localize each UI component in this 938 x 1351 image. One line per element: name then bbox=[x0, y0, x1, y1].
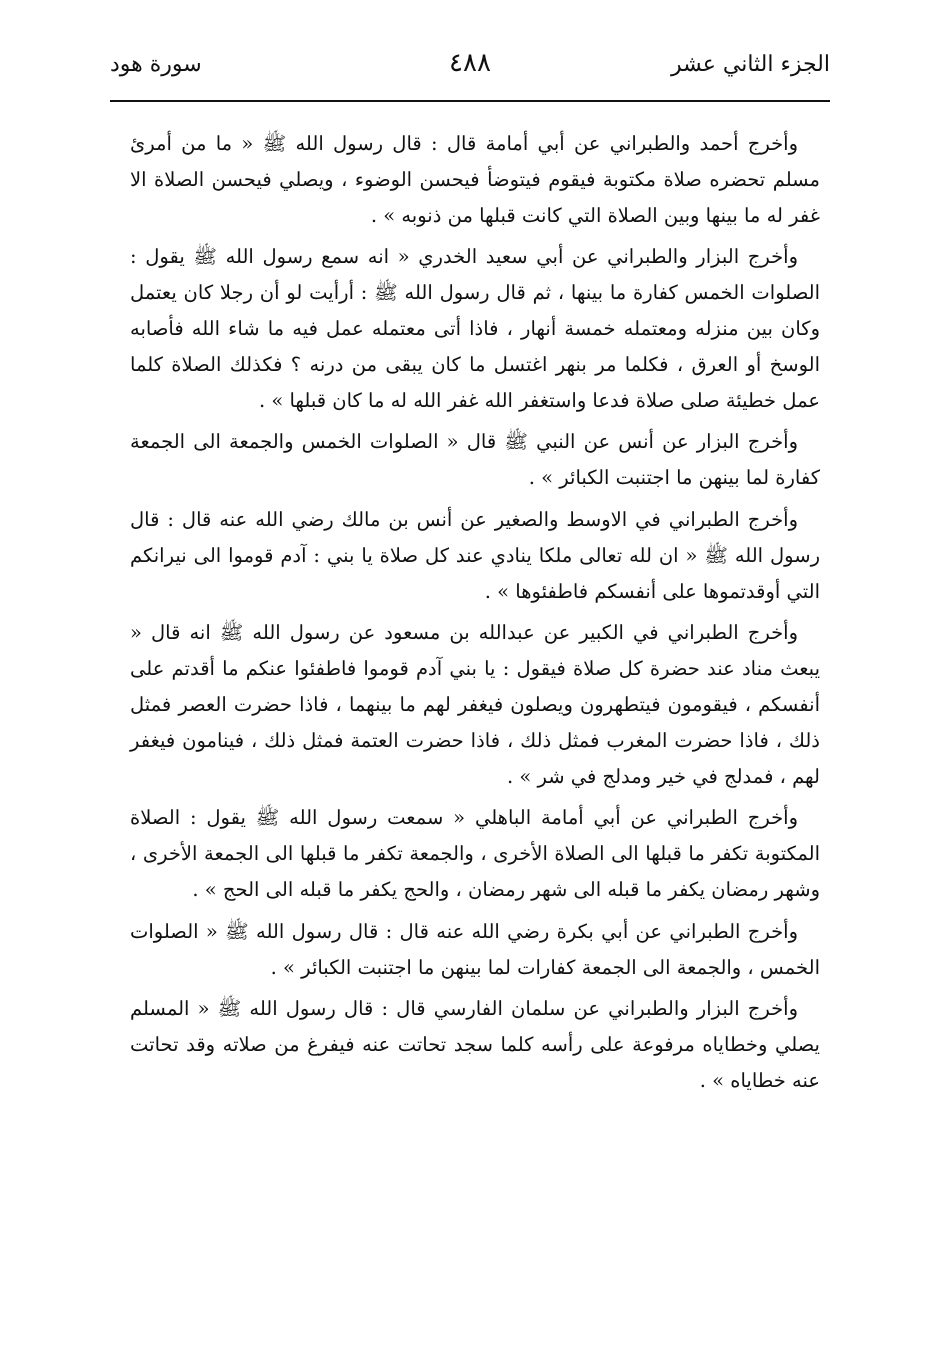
paragraph-2: وأخرج البزار والطبراني عن أبي سعيد الخدري « انه سمع رسول الله ﷺ يقول : الصلوات الخمس كفارة ما بينها ، ثم قال رسول الله ﷺ : أرأيت لو أن رجلا كان يعتمل وكان بين منزله ومعتمله خمسة أنهار ، فاذا أتى معتمله عمل فيه ما شاء الله فأصابه الوسخ أو العرق ، فكلما مر بنهر اغتسل ما كان يبقى من درنه ؟ فكذلك الصلاة كلما عمل خطيئة صلى صلاة فدعا واستغفر الله غفر الله له ما كان قبلها » . bbox=[130, 245, 820, 412]
paragraph-7: وأخرج الطبراني عن أبي بكرة رضي الله عنه قال : قال رسول الله ﷺ « الصلوات الخمس ، والجمعة الى الجمعة كفارات لما بينهن ما اجتنبت الكبائر » . bbox=[130, 919, 820, 979]
header-juz: الجزء الثاني عشر bbox=[671, 52, 830, 77]
paragraph-1: وأخرج أحمد والطبراني عن أبي أمامة قال : قال رسول الله ﷺ « ما من أمرئ مسلم تحضره صلاة مكتوبة فيقوم فيتوضأ فيحسن الوضوء ، ويصلي فيحسن الصلاة الا غفر له ما بينها وبين الصلاة التي كانت قبلها من ذنوبه » . bbox=[130, 132, 820, 227]
paragraph-6: وأخرج الطبراني عن أبي أمامة الباهلي « سمعت رسول الله ﷺ يقول : الصلاة المكتوبة تكفر ما قبلها الى الصلاة الأخرى ، والجمعة تكفر ما قبلها الى الجمعة الأخرى ، وشهر رمضان يكفر ما قبله الى شهر رمضان ، والحج يكفر ما قبله الى الحج » . bbox=[130, 806, 820, 901]
paragraph-4: وأخرج الطبراني في الاوسط والصغير عن أنس بن مالك رضي الله عنه قال : قال رسول الله ﷺ « ان لله تعالى ملكا ينادي عند كل صلاة يا بني : آدم قوموا الى نيرانكم التي أوقدتموها على أنفسكم فاطفئوها » . bbox=[130, 507, 820, 603]
page-number: ٤٨٨ bbox=[449, 48, 491, 78]
header-surah: سورة هود bbox=[110, 52, 202, 77]
paragraph-8: وأخرج البزار والطبراني عن سلمان الفارسي قال : قال رسول الله ﷺ « المسلم يصلي وخطاياه مرفوعة على رأسه كلما سجد تحاتت عنه فيفرغ من صلاته وقد تحاتت عنه خطاياه » . bbox=[130, 997, 820, 1092]
paragraph-3: وأخرج البزار عن أنس عن النبي ﷺ قال « الصلوات الخمس والجمعة الى الجمعة كفارة لما بينهن ما اجتنبت الكبائر » . bbox=[130, 430, 820, 490]
header-divider bbox=[110, 100, 830, 102]
page-header bbox=[110, 48, 830, 94]
paragraph-5: وأخرج الطبراني في الكبير عن عبدالله بن مسعود عن رسول الله ﷺ انه قال « يبعث مناد عند حضرة كل صلاة فيقول : يا بني آدم قوموا فاطفئوا عنكم ما أقدتم على أنفسكم ، فيقومون فيتطهرون ويصلون فيغفر لهم ما بينهما ، فاذا حضرت العصر فمثل ذلك ، فاذا حضرت المغرب فمثل ذلك ، فاذا حضرت العتمة فمثل ذلك ، فينامون فيغفر لهم ، فمدلج في خير ومدلج في شر » . bbox=[130, 621, 820, 788]
page-body bbox=[130, 126, 820, 1105]
